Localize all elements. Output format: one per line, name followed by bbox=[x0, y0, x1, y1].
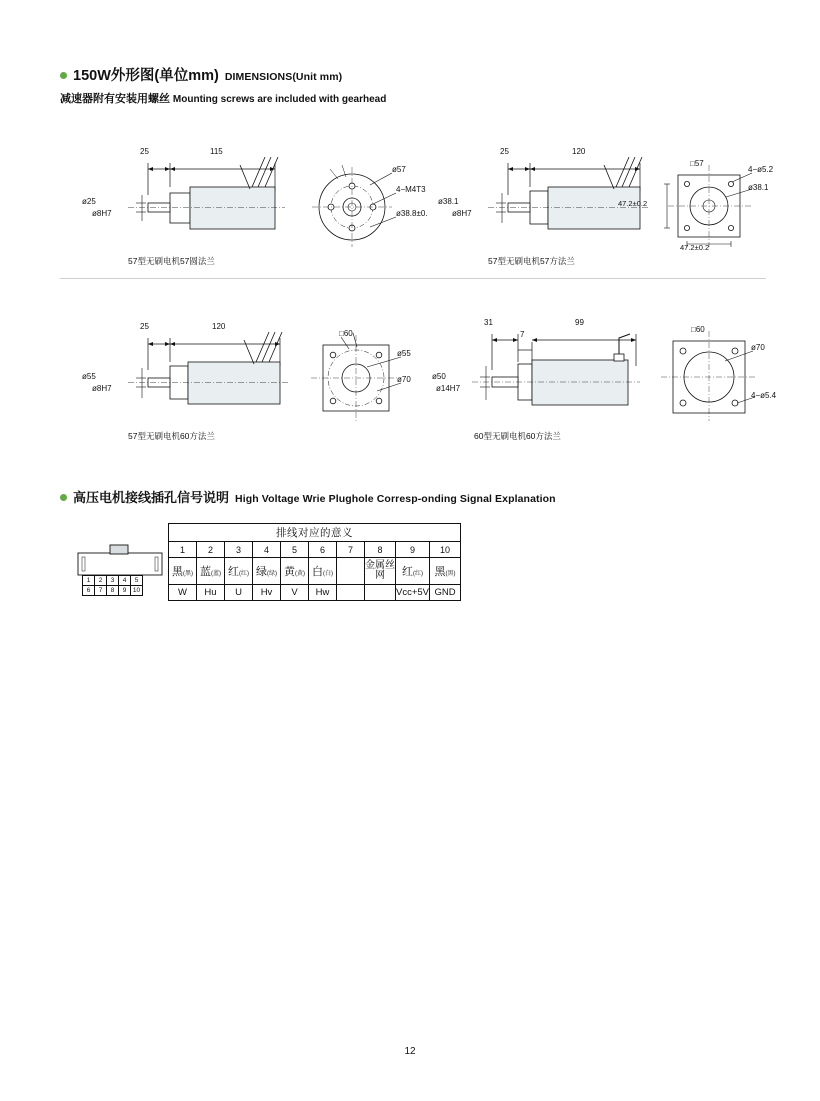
signal-table-title: 排线对应的意义 bbox=[169, 524, 461, 542]
fig2-caption: 57型无刷电机57方法兰 bbox=[488, 256, 575, 266]
signal-table-color-row bbox=[169, 558, 461, 585]
color-cell-7 bbox=[337, 558, 365, 585]
color-cell-4 bbox=[253, 558, 281, 585]
color-cn-6: 白 bbox=[312, 566, 323, 578]
sig-cell-8 bbox=[365, 585, 396, 601]
num-cell-1: 1 bbox=[169, 542, 197, 558]
fig1-dim-8h7: ø8H7 bbox=[92, 209, 112, 218]
fig2-dim-8h7: ø8H7 bbox=[452, 209, 472, 218]
num-cell-8: 8 bbox=[365, 542, 396, 558]
fig3-dim-8h7: ø8H7 bbox=[92, 384, 112, 393]
color-cell-2 bbox=[197, 558, 225, 585]
fig2-dim-d381: ø38.1 bbox=[438, 197, 459, 206]
bullet-icon bbox=[60, 72, 67, 79]
num-cell-5: 5 bbox=[281, 542, 309, 558]
color-en-1: (黑) bbox=[183, 571, 193, 577]
color-en-4: (绿) bbox=[267, 571, 277, 577]
num-cell-7: 7 bbox=[337, 542, 365, 558]
color-cell-10 bbox=[430, 558, 461, 585]
pin-2: 2 bbox=[95, 576, 107, 586]
color-cell-1 bbox=[169, 558, 197, 585]
sig-cell-10: GND bbox=[430, 585, 461, 601]
fig2-dim-472-h: 47.2±0.2 bbox=[680, 243, 710, 252]
figure-2-front-view bbox=[618, 153, 780, 253]
color-cn-5: 黄 bbox=[284, 566, 295, 578]
pin-7: 7 bbox=[95, 586, 107, 596]
fig3-dim-d55-front: ø55 bbox=[397, 349, 411, 358]
fig2-dim-d381-front: ø38.1 bbox=[748, 183, 769, 192]
fig1-dim-d388: ø38.8±0. bbox=[396, 209, 428, 218]
dimensions-title-cn: 150W外形图(单位mm) bbox=[73, 68, 219, 84]
figure-3-front-view bbox=[305, 325, 435, 425]
sig-cell-3: U bbox=[225, 585, 253, 601]
bullet-icon-2 bbox=[60, 494, 67, 501]
fig2-dim-sq57: □57 bbox=[690, 159, 704, 168]
signal-table-title-row bbox=[169, 524, 461, 542]
signal-table-signal-row bbox=[169, 585, 461, 601]
num-cell-6: 6 bbox=[309, 542, 337, 558]
num-cell-4: 4 bbox=[253, 542, 281, 558]
wiring-title-en: High Voltage Wrie Plughole Corresp-onding Signal Explanation bbox=[235, 493, 556, 505]
color-en-10: (黑) bbox=[445, 571, 456, 577]
sig-cell-5: V bbox=[281, 585, 309, 601]
sig-cell-4: Hv bbox=[253, 585, 281, 601]
color-en-6: (白) bbox=[323, 571, 333, 577]
pin-8: 8 bbox=[107, 586, 119, 596]
color-cell-6 bbox=[309, 558, 337, 585]
connector-diagram bbox=[72, 543, 168, 596]
color-en-2: (蓝) bbox=[211, 571, 221, 577]
fig3-dim-25: 25 bbox=[140, 322, 149, 331]
color-en-3: (红) bbox=[239, 571, 249, 577]
fig3-dim-d70: ø70 bbox=[397, 375, 411, 384]
color-cell-5 bbox=[281, 558, 309, 585]
dimensions-heading bbox=[60, 64, 342, 85]
fig3-dim-sq60: □60 bbox=[339, 329, 353, 338]
sig-cell-2: Hu bbox=[197, 585, 225, 601]
pin-3: 3 bbox=[107, 576, 119, 586]
connector-pin-grid bbox=[82, 575, 143, 596]
num-cell-9: 9 bbox=[396, 542, 430, 558]
dimensions-note bbox=[60, 90, 386, 106]
dimension-drawings bbox=[60, 135, 777, 455]
fig3-dim-120: 120 bbox=[212, 322, 226, 331]
dimensions-note-en: Mounting screws are included with gearhead bbox=[172, 94, 387, 105]
figure-1-side-view bbox=[82, 145, 300, 266]
sig-cell-1: W bbox=[169, 585, 197, 601]
fig2-dim-4d52: 4−ø5.2 bbox=[748, 165, 774, 174]
pin-9: 9 bbox=[119, 586, 131, 596]
fig4-dim-4d54: 4−ø5.4 bbox=[751, 391, 777, 400]
color-cn-3: 红 bbox=[228, 566, 239, 578]
dimensions-title-en: DIMENSIONS(Unit mm) bbox=[224, 71, 343, 83]
fig2-dim-472-v: 47.2±0.2 bbox=[618, 199, 648, 208]
fig4-dim-31: 31 bbox=[484, 318, 493, 327]
figure-4-side-view bbox=[432, 318, 655, 441]
figure-4-front-view bbox=[655, 323, 785, 423]
wiring-heading bbox=[60, 487, 556, 506]
fig4-dim-d50: ø50 bbox=[432, 372, 446, 381]
figure-3-side-view bbox=[82, 320, 300, 441]
signal-table-number-row bbox=[169, 542, 461, 558]
color-cn-10: 黑 bbox=[434, 566, 446, 578]
color-cell-8: 金属丝网 bbox=[365, 558, 396, 585]
pin-5: 5 bbox=[131, 576, 143, 586]
fig1-dim-d57: ø57 bbox=[392, 165, 406, 174]
num-cell-10: 10 bbox=[430, 542, 461, 558]
page-number: 12 bbox=[404, 1046, 416, 1057]
pin-6: 6 bbox=[83, 586, 95, 596]
fig3-caption: 57型无刷电机60方法兰 bbox=[128, 431, 215, 441]
color-cn-9: 红 bbox=[402, 566, 413, 578]
fig1-caption: 57型无刷电机57圆法兰 bbox=[128, 256, 215, 266]
color-cn-4: 绿 bbox=[256, 566, 267, 578]
figure-1-front-view bbox=[300, 155, 440, 255]
fig4-dim-d14h7: ø14H7 bbox=[436, 384, 461, 393]
sig-cell-7 bbox=[337, 585, 365, 601]
fig4-caption: 60型无刷电机60方法兰 bbox=[474, 431, 561, 441]
dimensions-note-cn: 减速器附有安装用螺丝 bbox=[60, 93, 170, 105]
fig1-dim-115: 115 bbox=[210, 147, 223, 156]
sig-cell-6: Hw bbox=[309, 585, 337, 601]
color-cell-9 bbox=[396, 558, 430, 585]
pin-4: 4 bbox=[119, 576, 131, 586]
signal-table bbox=[168, 523, 461, 601]
sig-cell-9: Vcc+5V bbox=[396, 585, 430, 601]
color-cell-3 bbox=[225, 558, 253, 585]
signal-table-wrap bbox=[168, 523, 461, 601]
color-cn-2: 蓝 bbox=[200, 566, 211, 578]
fig1-dim-25: 25 bbox=[140, 147, 149, 156]
fig3-dim-d55: ø55 bbox=[82, 372, 96, 381]
pin-row-bottom bbox=[83, 586, 143, 596]
fig1-dim-4m4t3: 4−M4T3 bbox=[396, 185, 426, 194]
fig4-dim-sq60: □60 bbox=[691, 325, 705, 334]
fig4-dim-d70: ø70 bbox=[751, 343, 765, 352]
num-cell-2: 2 bbox=[197, 542, 225, 558]
fig4-dim-7: 7 bbox=[520, 330, 525, 339]
fig2-dim-120: 120 bbox=[572, 147, 586, 156]
pin-1: 1 bbox=[83, 576, 95, 586]
pin-row-top bbox=[83, 576, 143, 586]
wiring-title-cn: 高压电机接线插孔信号说明 bbox=[73, 490, 230, 505]
color-en-9: (红) bbox=[413, 571, 423, 577]
section-divider bbox=[60, 278, 766, 279]
color-cn-1: 黑 bbox=[172, 566, 183, 578]
fig4-dim-99: 99 bbox=[575, 318, 584, 327]
fig1-dim-d25: ø25 bbox=[82, 197, 96, 206]
fig2-dim-25: 25 bbox=[500, 147, 509, 156]
color-en-5: (黄) bbox=[295, 571, 305, 577]
pin-10: 10 bbox=[131, 586, 143, 596]
num-cell-3: 3 bbox=[225, 542, 253, 558]
